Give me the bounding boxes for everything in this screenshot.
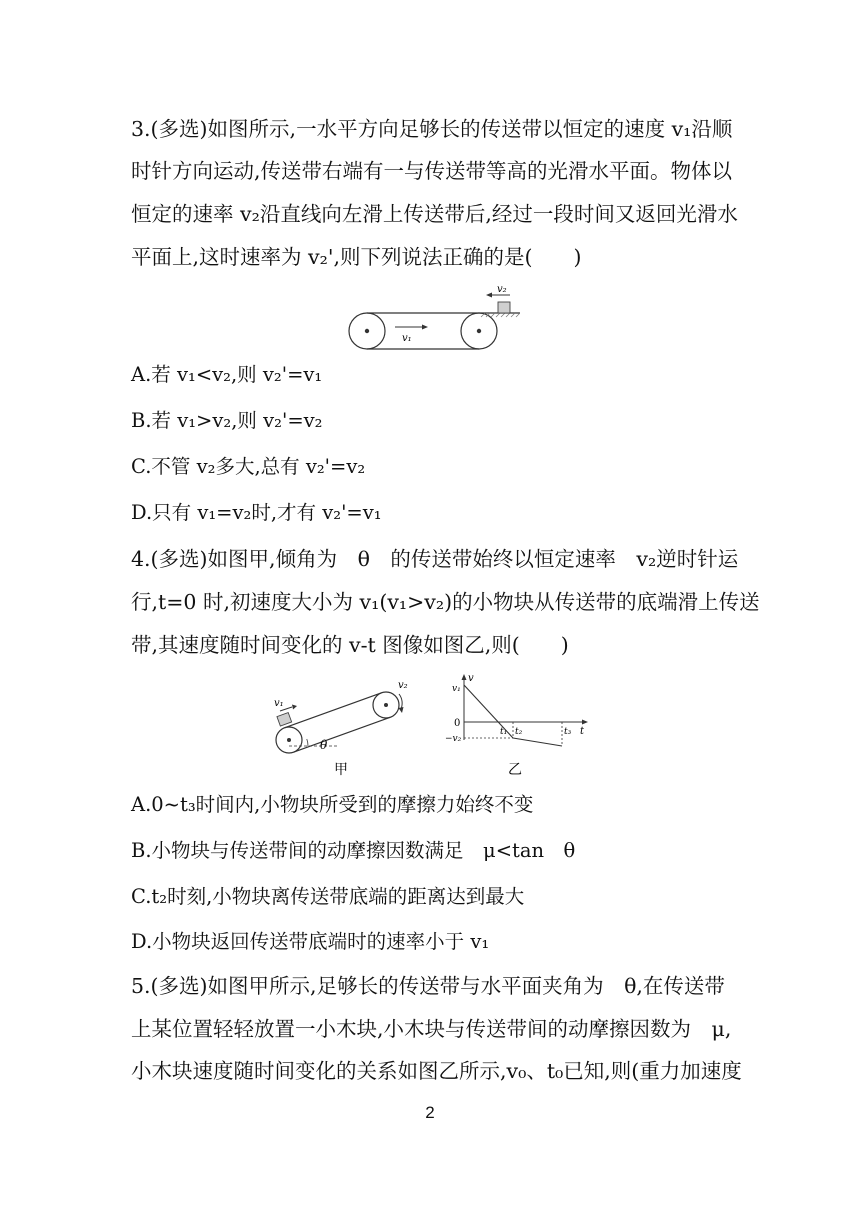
q4-line-2: 行,t=0 时,初速度大小为 v₁(v₁>v₂)的小物块从传送带的底端滑上传送 bbox=[131, 590, 760, 614]
jia-v1-label: v₁ bbox=[274, 698, 284, 709]
q4-figure-jia bbox=[268, 674, 418, 779]
q3-line-2: 时针方向运动,传送带右端有一与传送带等高的光滑水平面。物体以 bbox=[131, 159, 733, 183]
figure-yi-caption: 乙 bbox=[508, 762, 522, 778]
yi-zero-tick: 0 bbox=[454, 718, 461, 729]
q3-option-a: A.若 v₁<v₂,则 v₂'=v₁ bbox=[131, 363, 323, 386]
yi-x-axis-label: t bbox=[580, 726, 585, 737]
block-speed-label: v₂ bbox=[497, 284, 507, 295]
q3-line-4: 平面上,这时速率为 v₂',则下列说法正确的是( ) bbox=[131, 245, 582, 269]
figure-jia-caption: 甲 bbox=[334, 762, 348, 778]
q5-line-3: 小木块速度随时间变化的关系如图乙所示,v₀、t₀已知,则(重力加速度 bbox=[131, 1059, 742, 1083]
yi-v1-tick: v₁ bbox=[452, 684, 461, 694]
q5-line-1: 5.(多选)如图甲所示,足够长的传送带与水平面夹角为 θ,在传送带 bbox=[131, 974, 725, 998]
q4-option-b: B.小物块与传送带间的动摩擦因数满足 μ<tan θ bbox=[131, 839, 576, 862]
q5-line-2: 上某位置轻轻放置一小木块,小木块与传送带间的动摩擦因数为 μ, bbox=[131, 1017, 732, 1041]
yi-t2-tick: t₂ bbox=[515, 727, 523, 737]
q4-option-d: D.小物块返回传送带底端时的速率小于 v₁ bbox=[131, 930, 490, 953]
q3-option-b: B.若 v₁>v₂,则 v₂'=v₂ bbox=[131, 409, 323, 432]
q4-option-c: C.t₂时刻,小物块离传送带底端的距离达到最大 bbox=[131, 885, 525, 908]
q3-line-1: 3.(多选)如图所示,一水平方向足够长的传送带以恒定的速度 v₁沿顺 bbox=[131, 117, 733, 141]
q4-option-a: A.0~t₃时间内,小物块所受到的摩擦力始终不变 bbox=[131, 793, 534, 816]
yi-y-axis-label: v bbox=[468, 673, 474, 684]
q4-figure-yi bbox=[442, 670, 592, 780]
yi-t3-tick: t₃ bbox=[564, 727, 572, 737]
q3-option-c: C.不管 v₂多大,总有 v₂'=v₂ bbox=[131, 455, 366, 478]
jia-theta-label: θ bbox=[320, 738, 328, 752]
q3-line-3: 恒定的速率 v₂沿直线向左滑上传送带后,经过一段时间又返回光滑水 bbox=[131, 202, 738, 226]
q4-line-3: 带,其速度随时间变化的 v-t 图像如图乙,则( ) bbox=[131, 633, 569, 657]
q3-conveyor-figure bbox=[340, 283, 520, 353]
belt-speed-label: v₁ bbox=[402, 333, 412, 344]
page-number: 2 bbox=[425, 1103, 435, 1122]
jia-v2-label: v₂ bbox=[398, 680, 408, 691]
q3-option-d: D.只有 v₁=v₂时,才有 v₂'=v₁ bbox=[131, 501, 382, 524]
yi-neg-v2-tick: −v₂ bbox=[445, 734, 462, 744]
block bbox=[498, 302, 510, 313]
yi-t1-tick: t₁ bbox=[500, 727, 508, 737]
q4-line-1: 4.(多选)如图甲,倾角为 θ 的传送带始终以恒定速率 v₂逆时针运 bbox=[131, 547, 739, 571]
